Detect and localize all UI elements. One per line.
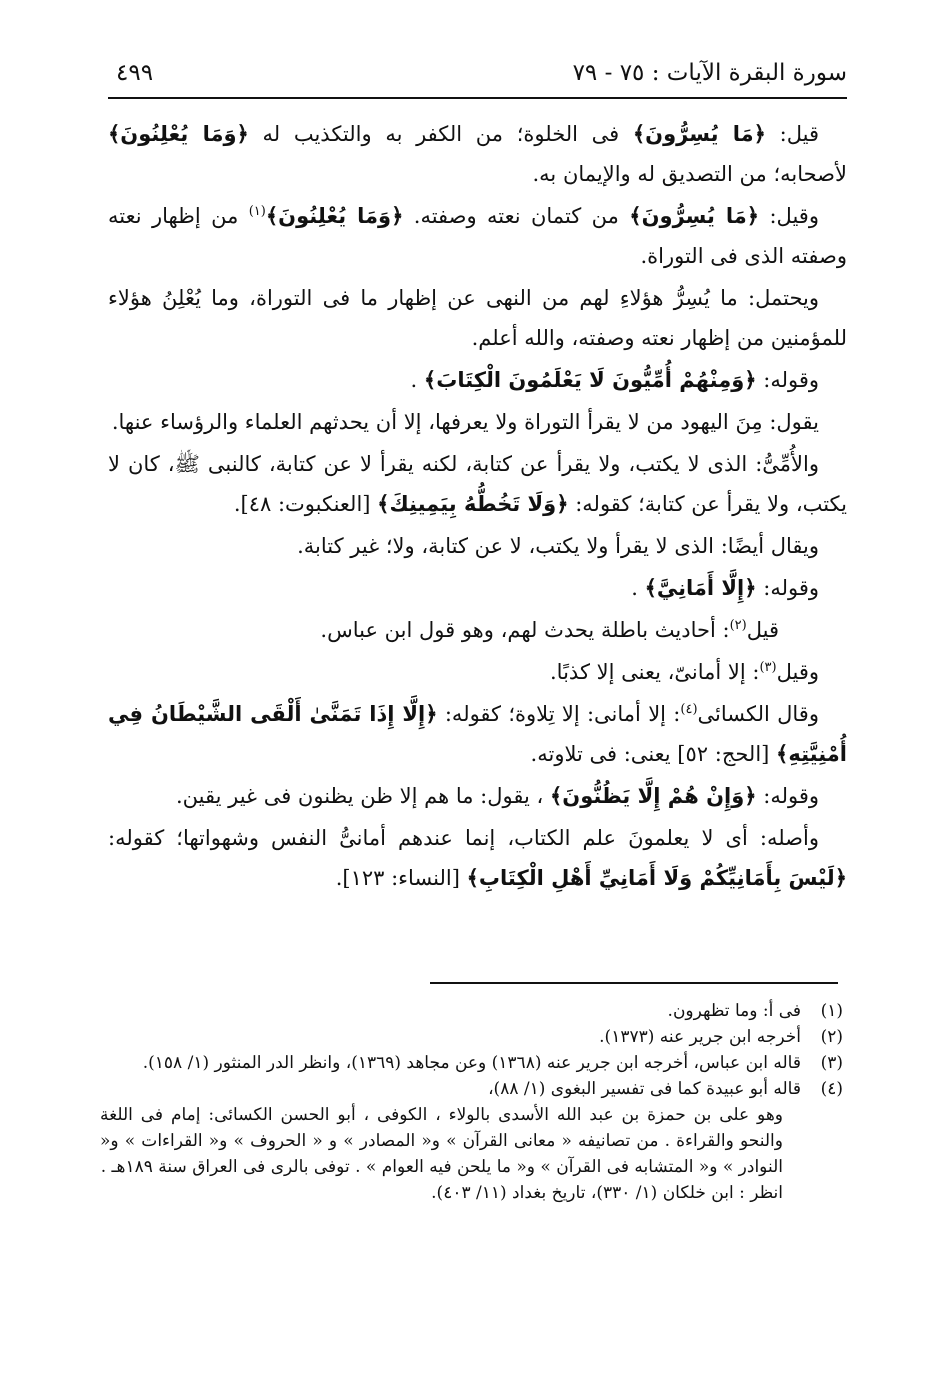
quran-quote: ﴿وَإِنْ هُمْ إِلَّا يَظُنُّونَ﴾ — [549, 784, 757, 808]
footnote-number: (١) — [820, 1001, 843, 1021]
footnote-separator — [430, 982, 838, 984]
paragraph-4: وقوله: ﴿وَمِنْهُمْ أُمِّيُّونَ لَا يَعْلَمُونَ الْكِتَابَ﴾ . — [410, 368, 819, 392]
quran-quote: ﴿وَلَا تَخُطُّهُ بِيَمِينِكَ﴾ — [377, 492, 569, 516]
footnote-item — [100, 1050, 843, 1076]
footnote-item — [100, 998, 843, 1024]
footnote-biography: وهو على بن حمزة بن عبد الله الأسدى بالولاء ، الكوفى ، أبو الحسن الكسائى: إمام فى اللغة والنحو والقراءة . من تصانيفه « معانى القرآن » و« المصادر » و « الحروف » و« القراءات » و« النوادر » و« المتشابه فى القرآن » و« ما يلحن فيه العوام » . توفى بالرى فى العراق سنة ١٨٩هـ . — [100, 1105, 783, 1177]
footnote-text: قاله ابن عباس، أخرجه ابن جرير عنه (١٣٦٨) وعن مجاهد (١٣٦٩)، وانظر الدر المنثور (١/ ١٥٨). — [142, 1053, 801, 1073]
quran-quote: ﴿لَيْسَ بِأَمَانِيِّكُمْ وَلَا أَمَانِيِّ أَهْلِ الْكِتَابِ﴾ — [466, 866, 847, 890]
footnote-item — [100, 1076, 843, 1102]
page-number: ٤٩٩ — [116, 60, 154, 86]
paragraph-5: يقول: مِنَ اليهود من لا يقرأ التوراة ولا يعرفها، إلا أن يحدثهم العلماء والرؤساء عنها. — [111, 410, 819, 434]
quran-quote: ﴿إِلَّا إِذَا تَمَنَّىٰ أَلْقَى الشَّيْطَانُ فِي أُمْنِيَّتِهِ﴾ — [108, 702, 847, 766]
quran-quote: ﴿مَا يُسِرُّونَ﴾ — [629, 204, 760, 228]
footnote-text: فى أ: وما تظهرون. — [667, 1001, 801, 1021]
header-rule — [108, 97, 847, 99]
quran-quote: ﴿مَا يُسِرُّونَ﴾ — [632, 122, 766, 146]
footnote-sources: انظر : ابن خلكان (١/ ٣٣٠)، تاريخ بغداد (١١/ ٤٠٣). — [431, 1183, 783, 1203]
footnote-ref: (٢) — [729, 618, 747, 633]
footnote-ref: (٤) — [680, 702, 698, 717]
paragraph-8: وقوله: ﴿إِلَّا أَمَانِيَّ﴾ . — [631, 576, 819, 600]
quran-quote: ﴿وَمَا يُعْلِنُونَ﴾ — [108, 122, 249, 146]
paragraph-12: وقوله: ﴿وَإِنْ هُمْ إِلَّا يَظُنُّونَ﴾ ، يقول: ما هم إلا ظن يظنون فى غير يقين. — [175, 784, 819, 808]
footnote-number: (٤) — [820, 1079, 843, 1099]
main-text — [108, 114, 847, 900]
footnote-ref: (٣) — [759, 660, 777, 675]
footnote-text: قاله أبو عبيدة كما فى تفسير البغوى (١/ ٨٨)، — [488, 1079, 801, 1099]
quran-quote: ﴿وَمِنْهُمْ أُمِّيُّونَ لَا يَعْلَمُونَ الْكِتَابَ﴾ — [423, 368, 757, 392]
quran-quote: ﴿إِلَّا أَمَانِيَّ﴾ — [644, 576, 757, 600]
footnotes — [100, 998, 843, 1206]
running-header — [108, 58, 847, 94]
footnote-ref: (١) — [248, 204, 266, 219]
footnote-item — [100, 1024, 843, 1050]
paragraph-3: ويحتمل: ما يُسِرُّ هؤلاءِ لهم من النهى عن إظهار ما فى التوراة، وما يُعْلِنُ هؤلاء للمؤمنين من إظهار نعته وصفته، والله أعلم. — [108, 286, 847, 350]
paragraph-6: والأُمِّىُّ: الذى لا يكتب، ولا يقرأ عن كتابة، لكنه يقرأ لا عن كتابة، كالنبى ﷺ، كان لا يكتب، ولا يقرأ عن كتابة؛ كقوله: ﴿وَلَا تَخُطُّهُ بِيَمِينِكَ﴾ [العنكبوت: ٤٨]. — [108, 452, 847, 516]
header-title: سورة البقرة الآيات : ٧٥ - ٧٩ — [572, 60, 847, 86]
paragraph-9: قيل$^{(٢)}$: أحاديث باطلة يحدث لهم، وهو قول ابن عباس. — [320, 618, 779, 642]
paragraph-10: وقيل$^{(٣)}$: إلا أمانىّ، يعنى إلا كذبًا. — [550, 660, 819, 684]
quran-quote: ﴿وَمَا يُعْلِنُونَ﴾ — [265, 204, 404, 228]
paragraph-1: قيل: ﴿مَا يُسِرُّونَ﴾ فى الخلوة؛ من الكفر به والتكذيب له ﴿وَمَا يُعْلِنُونَ﴾ لأصحابه؛ من التصديق له والإيمان به. — [108, 122, 847, 186]
paragraph-7: ويقال أيضًا: الذى لا يقرأ ولا يكتب، لا عن كتابة، ولا؛ غير كتابة. — [297, 534, 819, 558]
paragraph-13: وأصله: أى لا يعلمونَ علم الكتاب، إنما عندهم أمانىُّ النفس وشهواتها؛ كقوله: ﴿لَيْسَ بِأَمَانِيِّكُمْ وَلَا أَمَانِيِّ أَهْلِ الْكِتَابِ﴾ [النساء: ١٢٣]. — [108, 826, 847, 890]
footnote-number: (٢) — [820, 1027, 843, 1047]
paragraph-11: وقال الكسائى$^{(٤)}$: إلا أمانى: إلا تِلاوة؛ كقوله: ﴿إِلَّا إِذَا تَمَنَّىٰ أَلْقَى الشَّيْطَانُ فِي أُمْنِيَّتِهِ﴾ [الحج: ٥٢] يعنى: فى تلاوته. — [108, 702, 847, 766]
footnote-text: أخرجه ابن جرير عنه (١٣٧٣). — [599, 1027, 801, 1047]
footnote-number: (٣) — [820, 1053, 843, 1073]
paragraph-2: وقيل: ﴿مَا يُسِرُّونَ﴾ من كتمان نعته وصفته. ﴿وَمَا يُعْلِنُونَ﴾$^{(١)}$ من إظهار نعته وصفته الذى فى التوراة. — [108, 204, 847, 268]
